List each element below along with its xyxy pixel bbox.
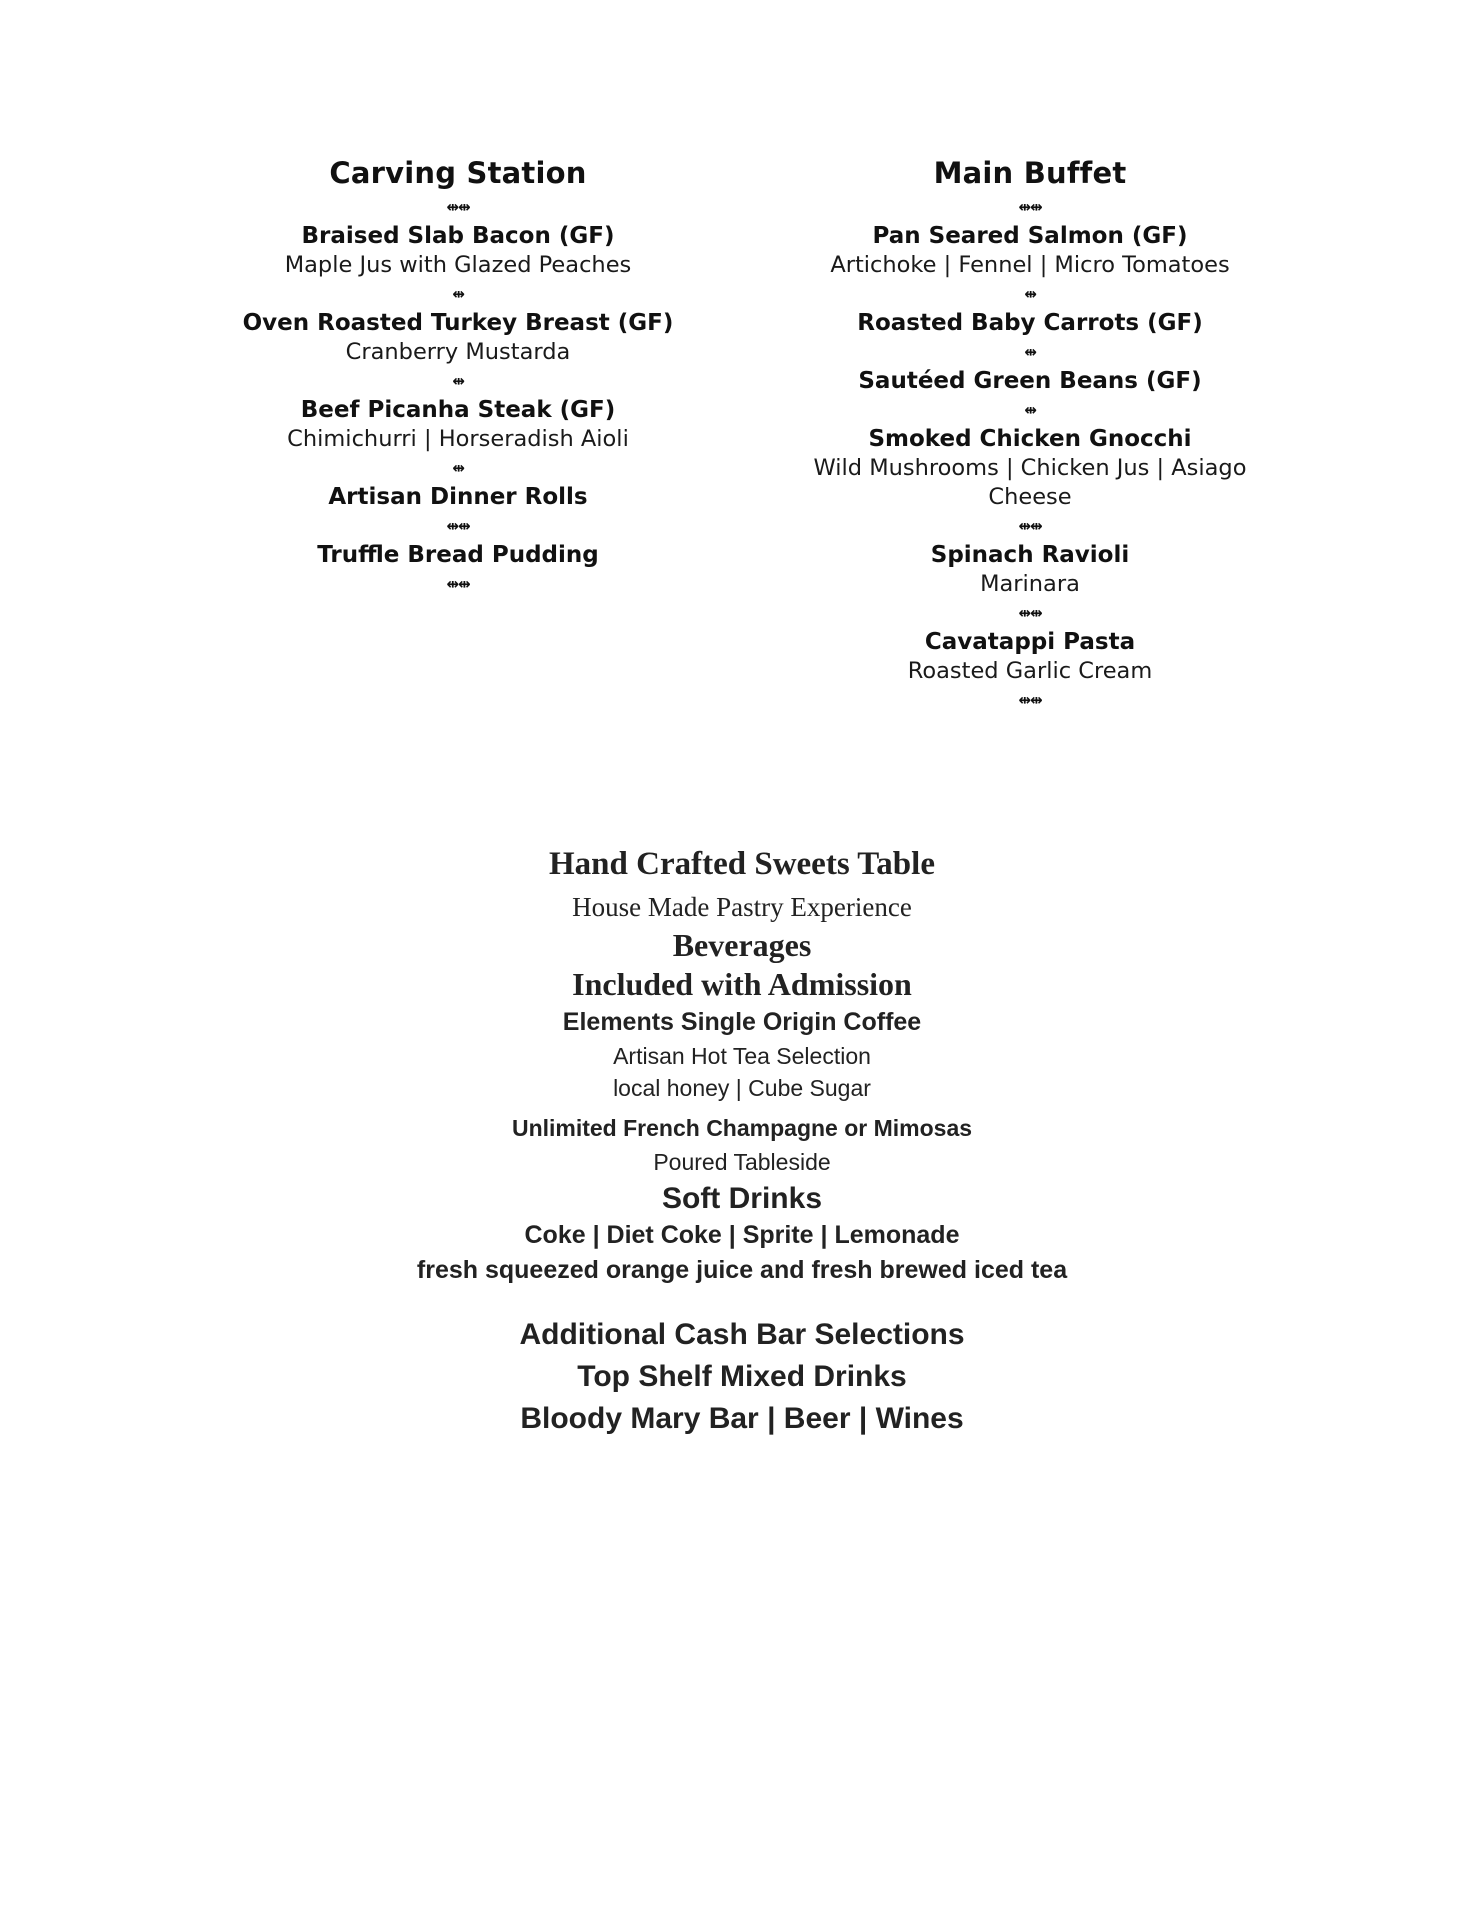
separator-ornament: ⇹ bbox=[1024, 285, 1036, 303]
dish-name: Spinach Ravioli bbox=[930, 542, 1130, 568]
separator-ornament: ⇹ bbox=[1024, 401, 1036, 419]
separator-ornament: ⇹⇹ bbox=[1018, 198, 1042, 216]
dish-name: Smoked Chicken Gnocchi bbox=[868, 426, 1192, 452]
separator-ornament: ⇹ bbox=[452, 285, 464, 303]
sweets-subtitle: House Made Pastry Experience bbox=[572, 892, 912, 922]
separator-ornament: ⇹⇹ bbox=[1018, 691, 1042, 709]
dish-name: Oven Roasted Turkey Breast (GF) bbox=[242, 310, 674, 336]
separator-ornament: ⇹⇹ bbox=[446, 575, 470, 593]
separator-ornament: ⇹⇹ bbox=[1018, 517, 1042, 535]
separator-ornament: ⇹⇹ bbox=[1018, 604, 1042, 622]
sweets-and-beverages-section bbox=[0, 840, 1484, 1440]
separator-ornament: ⇹ bbox=[1024, 343, 1036, 361]
cash-bar-line: Bloody Mary Bar | Beer | Wines bbox=[520, 1402, 964, 1435]
dish-description: Chimichurri | Horseradish Aioli bbox=[287, 426, 629, 452]
dish-name: Braised Slab Bacon (GF) bbox=[301, 223, 615, 249]
dish-name: Pan Seared Salmon (GF) bbox=[872, 223, 1188, 249]
cash-bar-line: Top Shelf Mixed Drinks bbox=[577, 1360, 907, 1393]
separator-ornament: ⇹⇹ bbox=[446, 198, 470, 216]
coffee-item: Elements Single Origin Coffee bbox=[562, 1008, 922, 1036]
dish-name: Sautéed Green Beans (GF) bbox=[858, 368, 1202, 394]
dish-name: Artisan Dinner Rolls bbox=[328, 484, 588, 510]
dish-description: Artichoke | Fennel | Micro Tomatoes bbox=[830, 252, 1230, 278]
dish-description: Maple Jus with Glazed Peaches bbox=[284, 252, 632, 278]
main-buffet-title: Main Buffet bbox=[933, 156, 1127, 190]
dish-name: Cavatappi Pasta bbox=[924, 629, 1136, 655]
dish-description: Cranberry Mustarda bbox=[345, 339, 571, 365]
tea-extras: local honey | Cube Sugar bbox=[613, 1075, 871, 1101]
sweets-title: Hand Crafted Sweets Table bbox=[549, 846, 935, 882]
soft-drinks-title: Soft Drinks bbox=[661, 1182, 823, 1215]
soft-drinks-list: Coke | Diet Coke | Sprite | Lemonade bbox=[524, 1221, 960, 1249]
carving-station-title: Carving Station bbox=[329, 156, 587, 190]
champagne-note: Poured Tableside bbox=[653, 1149, 831, 1175]
separator-ornament: ⇹⇹ bbox=[446, 517, 470, 535]
dish-name: Truffle Bread Pudding bbox=[317, 542, 599, 568]
dish-name: Beef Picanha Steak (GF) bbox=[300, 397, 616, 423]
dish-name: Roasted Baby Carrots (GF) bbox=[857, 310, 1203, 336]
cash-bar-title: Additional Cash Bar Selections bbox=[519, 1318, 965, 1351]
beverages-title: Beverages bbox=[672, 927, 812, 963]
juice-tea-item: fresh squeezed orange juice and fresh brewed iced tea bbox=[416, 1256, 1068, 1284]
tea-item: Artisan Hot Tea Selection bbox=[613, 1043, 871, 1069]
carving-station-column bbox=[230, 153, 686, 599]
champagne-item: Unlimited French Champagne or Mimosas bbox=[511, 1115, 973, 1141]
main-buffet-column bbox=[770, 153, 1290, 715]
separator-ornament: ⇹ bbox=[452, 459, 464, 477]
beverages-subtitle: Included with Admission bbox=[572, 966, 912, 1002]
dish-description: Cheese bbox=[988, 484, 1072, 510]
dish-description: Roasted Garlic Cream bbox=[907, 658, 1153, 684]
dish-description: Marinara bbox=[980, 571, 1080, 597]
dish-description: Wild Mushrooms | Chicken Jus | Asiago bbox=[813, 455, 1247, 481]
separator-ornament: ⇹ bbox=[452, 372, 464, 390]
